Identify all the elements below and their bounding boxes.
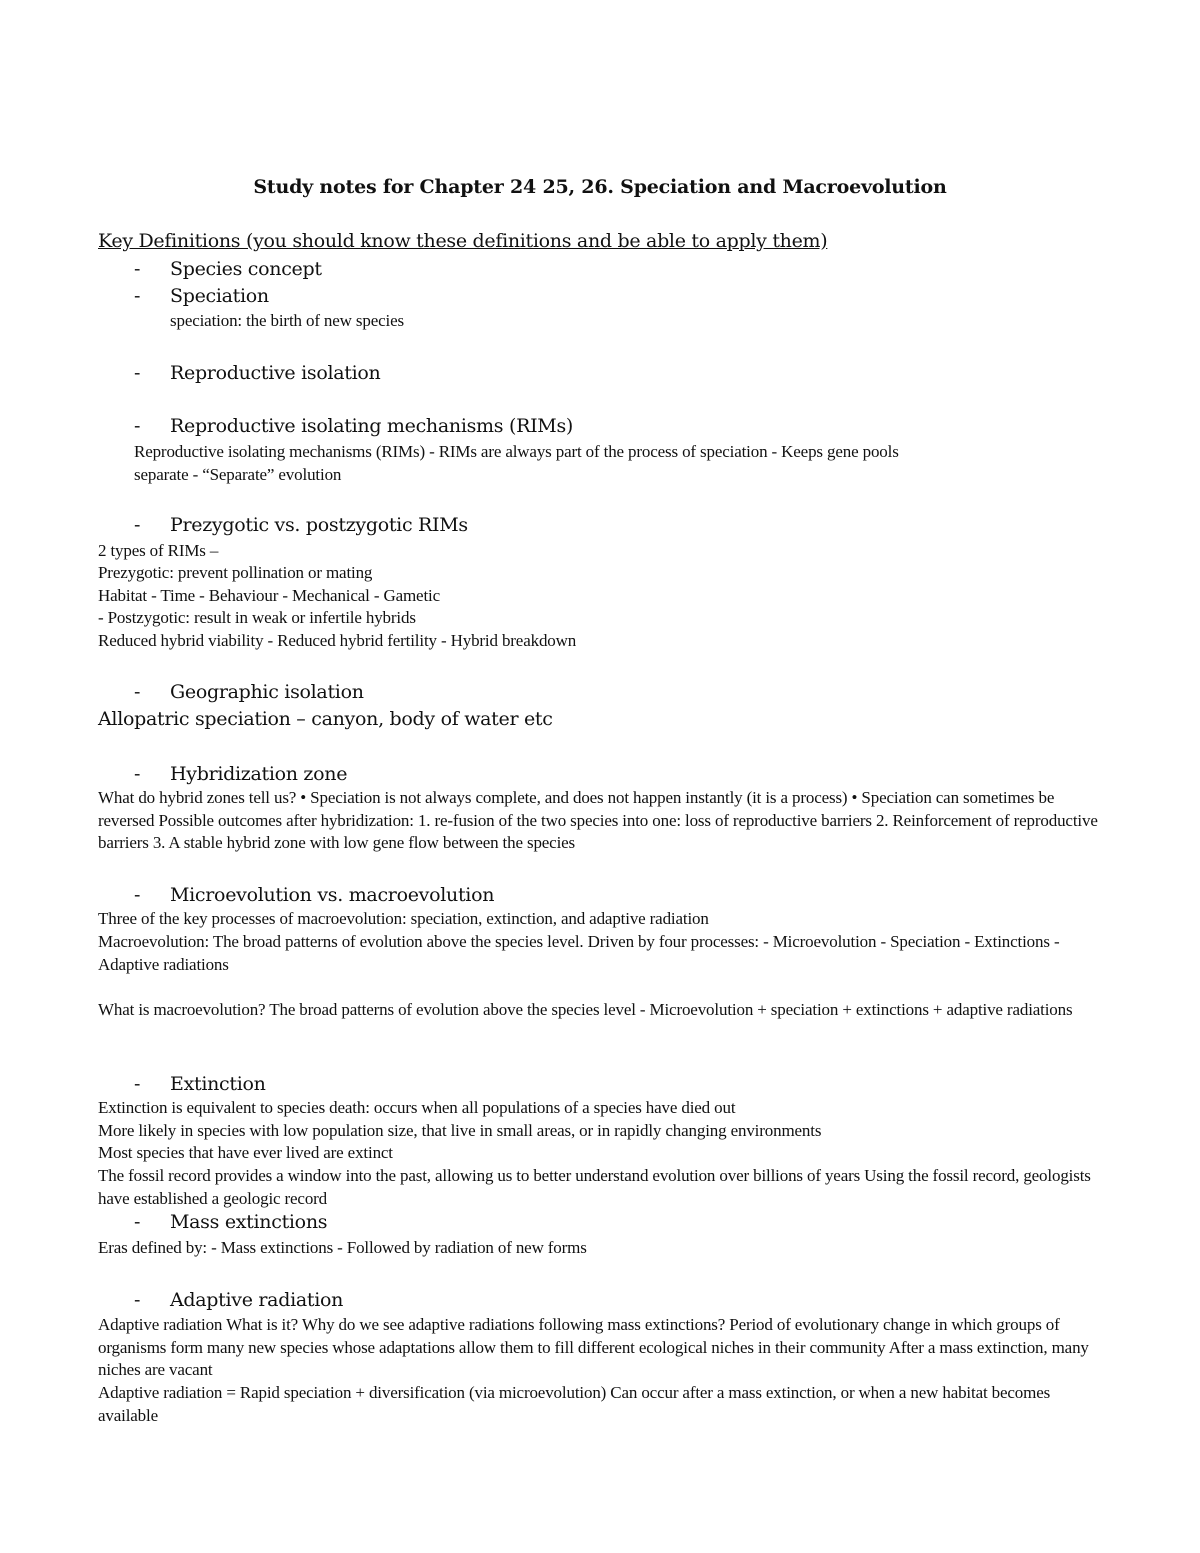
fossil-record-text: The fossil record provides a window into the past, allowing us to better understand evolution over billions of years Using the fossil record, geologists have established a geologic record <box>98 1166 1091 1208</box>
heading-adaptive-radiation: - Adaptive radiation <box>134 1289 344 1311</box>
prepost-line: Reduced hybrid viability - Reduced hybrid fertility - Hybrid breakdown <box>98 631 577 650</box>
page-title: Study notes for Chapter 24 25, 26. Speciation and Macroevolution <box>253 176 947 198</box>
prepost-line: Habitat - Time - Behaviour - Mechanical - Gametic <box>98 586 440 605</box>
prepost-line: 2 types of RIMs – <box>98 541 219 560</box>
micro-text-paragraph: Macroevolution: The broad patterns of evolution above the species level. Driven by four processes: - Microevolution - Speciation - Extinctions - Adaptive radiations <box>98 932 1060 974</box>
key-definitions-heading: Key Definitions (you should know these definitions and be able to apply them) <box>98 230 828 252</box>
heading-speciation: - Speciation <box>134 285 269 307</box>
heading-prezygotic-postzygotic: - Prezygotic vs. postzygotic RIMs <box>134 514 468 536</box>
prepost-line: - Postzygotic: result in weak or infertile hybrids <box>98 608 416 627</box>
mass-extinctions-text: Eras defined by: - Mass extinctions - Followed by radiation of new forms <box>98 1238 587 1257</box>
heading-rims: - Reproductive isolating mechanisms (RIMs) <box>134 415 574 437</box>
allopatric-speciation-text: Allopatric speciation – canyon, body of water etc <box>98 708 553 730</box>
rims-text-line-2: separate - “Separate” evolution <box>134 465 342 484</box>
macroevolution-question: What is macroevolution? The broad patterns of evolution above the species level - Microevolution + speciation + extinctions + adaptive radiations <box>98 1000 1073 1019</box>
heading-extinction: - Extinction <box>134 1073 266 1095</box>
heading-micro-vs-macro: - Microevolution vs. macroevolution <box>134 884 495 906</box>
rims-text-line-1: Reproductive isolating mechanisms (RIMs) - RIMs are always part of the process of speciation - Keeps gene pools <box>134 442 899 461</box>
heading-species-concept: - Species concept <box>134 258 322 280</box>
extinction-line: More likely in species with low population size, that live in small areas, or in rapidly changing environments <box>98 1121 822 1140</box>
speciation-definition: speciation: the birth of new species <box>170 311 404 330</box>
heading-reproductive-isolation: - Reproductive isolation <box>134 362 381 384</box>
prepost-line: Prezygotic: prevent pollination or mating <box>98 563 373 582</box>
heading-mass-extinctions: - Mass extinctions <box>134 1211 328 1233</box>
heading-geographic-isolation: - Geographic isolation <box>134 681 364 703</box>
extinction-line: Extinction is equivalent to species death: occurs when all populations of a species have died out <box>98 1098 736 1117</box>
hybridization-text: What do hybrid zones tell us? • Speciation is not always complete, and does not happen instantly (it is a process) • Speciation can sometimes be reversed Possible outcomes after hybridization: 1. re-fusion of the two species into one: loss of reproductive barriers 2. Reinforcement of reproductive barriers 3. A stable hybrid zone with low gene flow between the species <box>98 788 1098 853</box>
adaptive-radiation-paragraph-2: Adaptive radiation = Rapid speciation + diversification (via microevolution) Can occur after a mass extinction, or when a new habitat becomes available <box>98 1383 1051 1425</box>
extinction-line: Most species that have ever lived are extinct <box>98 1143 393 1162</box>
heading-hybridization-zone: - Hybridization zone <box>134 763 348 785</box>
micro-text-line-1: Three of the key processes of macroevolution: speciation, extinction, and adaptive radiation <box>98 909 709 928</box>
adaptive-radiation-paragraph-1: Adaptive radiation What is it? Why do we see adaptive radiations following mass extinctions? Period of evolutionary change in which groups of organisms form many new species whose adaptations allow them to fill different ecological niches in their community After a mass extinction, many niches are vacant <box>98 1315 1089 1380</box>
